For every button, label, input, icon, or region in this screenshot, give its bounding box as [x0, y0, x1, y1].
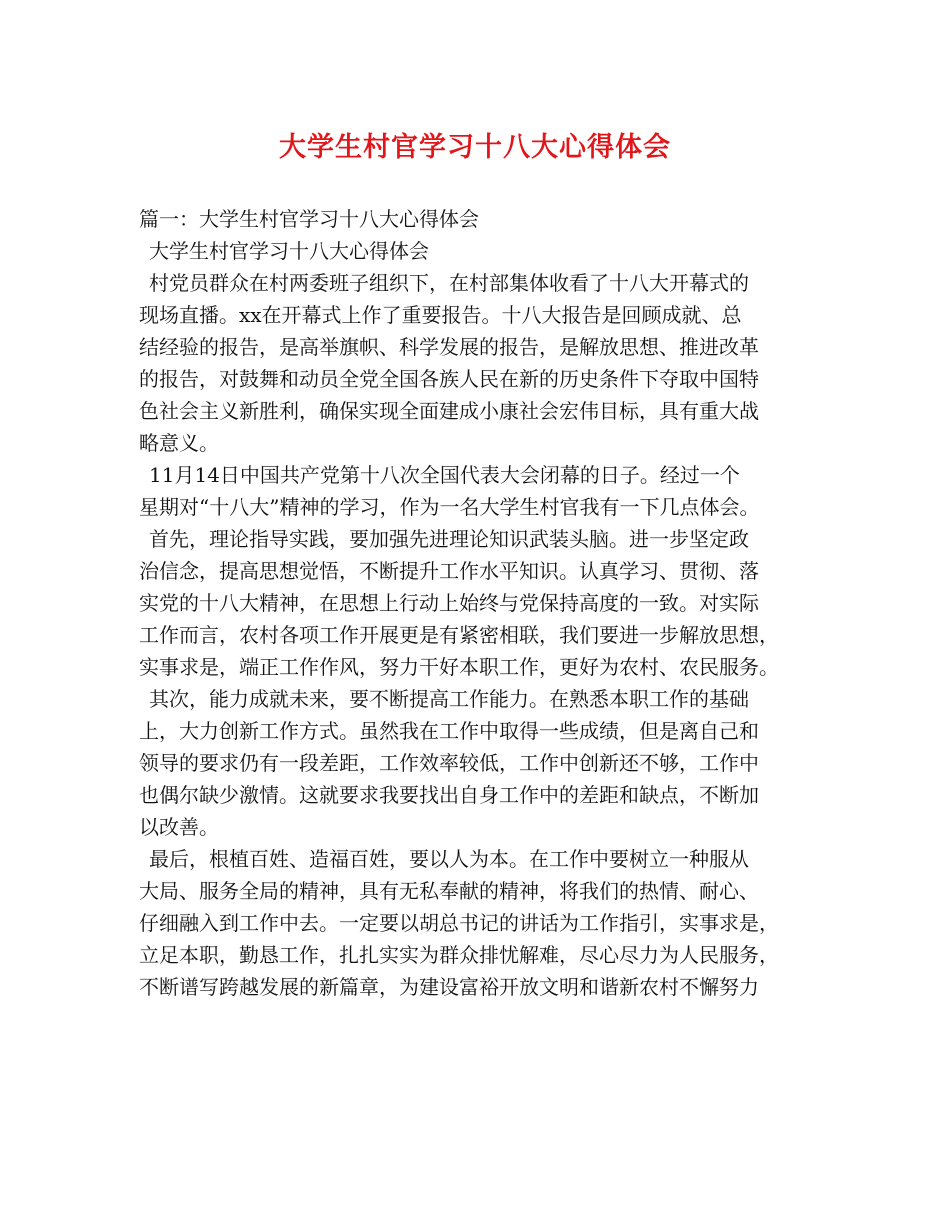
text-line: 上，大力创新工作方式。虽然我在工作中取得一些成绩，但是离自己和: [139, 719, 759, 743]
text-line: 以改善。: [139, 815, 219, 839]
text-line: 工作而言，农村各项工作开展更是有紧密相联，我们要进一步解放思想，: [139, 623, 779, 647]
document-body: [139, 203, 829, 1003]
text-line: 也偶尔缺少激情。这就要求我要找出自身工作中的差距和缺点，不断加: [139, 783, 759, 807]
text-line: 治信念，提高思想觉悟，不断提升工作水平知识。认真学习、贯彻、落: [139, 559, 759, 583]
text-line: 的报告，对鼓舞和动员全党全国各族人民在新的历史条件下夺取中国特: [139, 367, 759, 391]
text-line: 领导的要求仍有一段差距，工作效率较低，工作中创新还不够，工作中: [139, 751, 759, 775]
text-line: 色社会主义新胜利，确保实现全面建成小康社会宏伟目标，具有重大战: [139, 399, 759, 423]
text-line: 实事求是，端正工作作风，努力干好本职工作，更好为农村、农民服务。: [139, 655, 779, 679]
text-line: 结经验的报告，是高举旗帜、科学发展的报告，是解放思想、推进改革: [139, 335, 759, 359]
text-line: 不断谱写跨越发展的新篇章，为建设富裕开放文明和谐新农村不懈努力: [139, 975, 759, 999]
text-line: 最后，根植百姓、造福百姓，要以人为本。在工作中要树立一种服从: [149, 847, 749, 871]
document-title: 大学生村官学习十八大心得体会: [279, 132, 671, 163]
text-line: 村党员群众在村两委班子组织下，在村部集体收看了十八大开幕式的: [149, 271, 749, 295]
text-line: 其次，能力成就未来，要不断提高工作能力。在熟悉本职工作的基础: [149, 687, 749, 711]
text-line: 现场直播。xx在开幕式上作了重要报告。十八大报告是回顾成就、总: [139, 303, 742, 327]
text-line: 略意义。: [139, 431, 219, 455]
text-line: 星期对“十八大”精神的学习，作为一名大学生村官我有一下几点体会。: [139, 495, 760, 519]
text-line: 首先，理论指导实践，要加强先进理论知识武装头脑。进一步坚定政: [149, 527, 749, 551]
text-line: 篇一：大学生村官学习十八大心得体会: [139, 207, 479, 231]
text-line: 大学生村官学习十八大心得体会: [149, 239, 429, 263]
text-line: 立足本职，勤恳工作，扎扎实实为群众排忧解难，尽心尽力为人民服务，: [139, 943, 779, 967]
text-line: 实党的十八大精神，在思想上行动上始终与党保持高度的一致。对实际: [139, 591, 759, 615]
text-line: 大局、服务全局的精神，具有无私奉献的精神，将我们的热情、耐心、: [139, 879, 759, 903]
text-line: 11月14日中国共产党第十八次全国代表大会闭幕的日子。经过一个: [149, 463, 740, 487]
text-line: 仔细融入到工作中去。一定要以胡总书记的讲话为工作指引，实事求是，: [139, 911, 779, 935]
